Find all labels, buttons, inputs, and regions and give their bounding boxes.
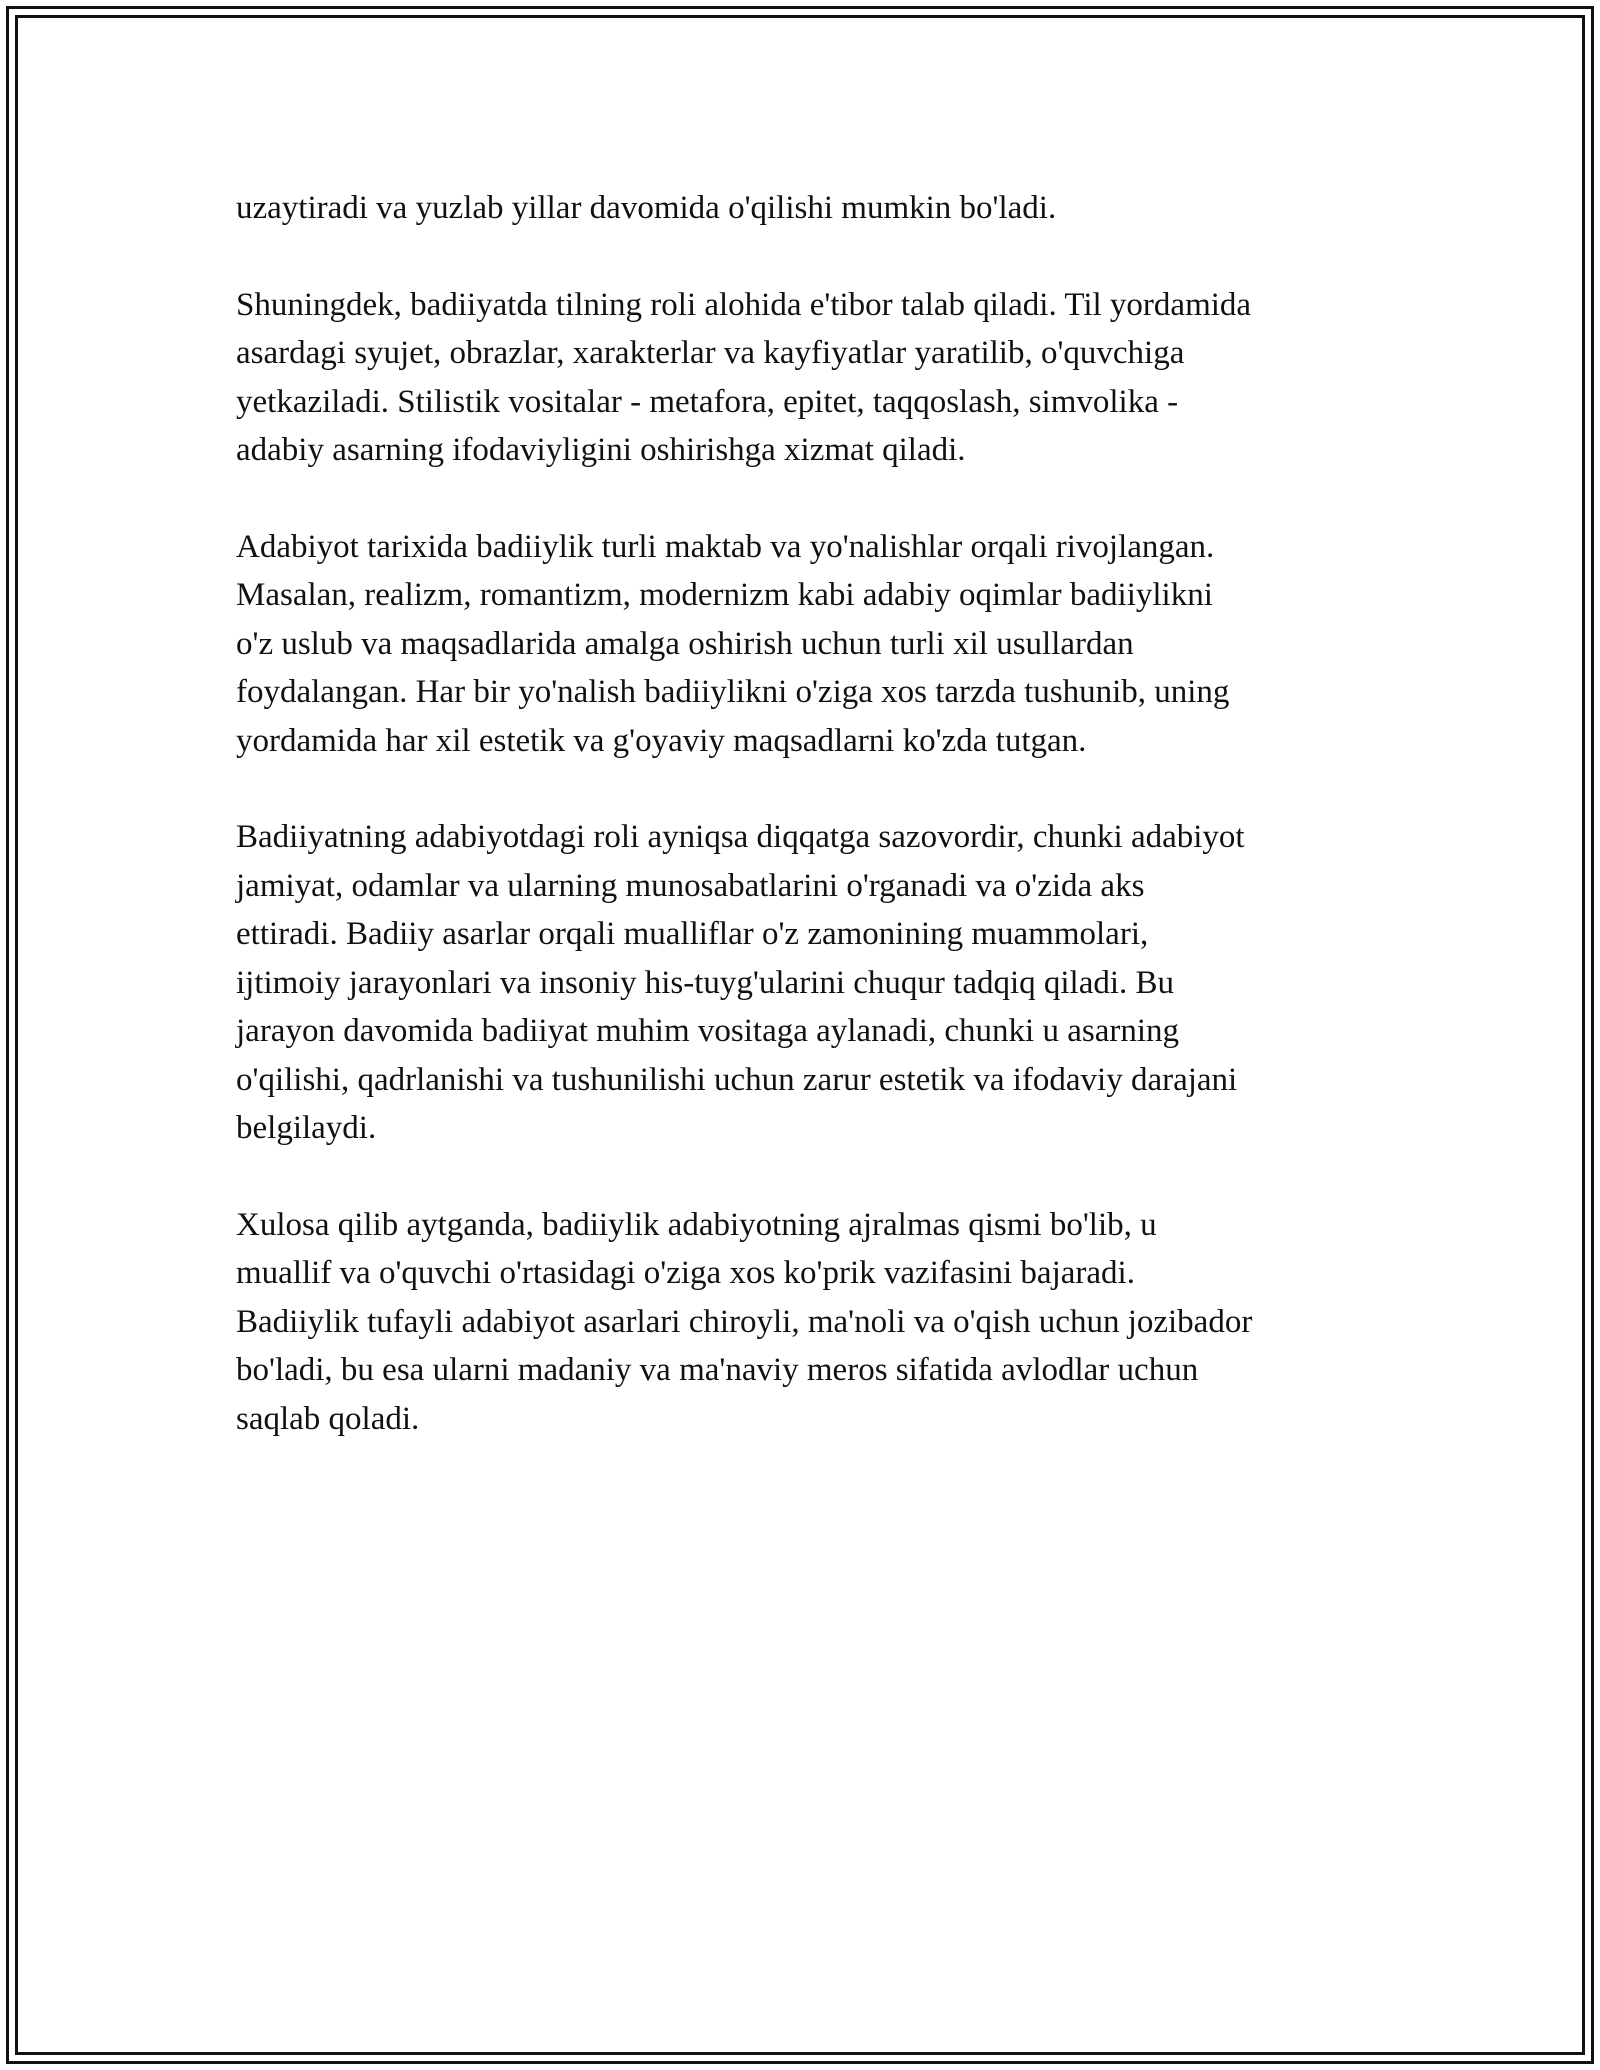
paragraph-continuation: uzaytiradi va yuzlab yillar davomida o'qilishi mumkin bo'ladi. <box>236 190 1057 226</box>
paragraph-language-role: Shuningdek, badiiyatda tilning roli alohida e'tibor talab qiladi. Til yordamida asardagi syujet, obrazlar, xarakterlar va kayfiyatlar yaratilib, o'quvchiga yetkaziladi. Stilistik vositalar - metafora, epitet, taqqoslash, simvolika - adabiy asarning ifodaviyligini oshirishga xizmat qiladi. <box>236 286 1252 468</box>
document-body <box>236 184 1376 1491</box>
paragraph-role-in-literature: Badiiyatning adabiyotdagi roli ayniqsa diqqatga sazovordir, chunki adabiyot jamiyat, odamlar va ularning munosabatlarini o'rganadi va o'zida aks ettiradi. Badiiy asarlar orqali mualliflar o'z zamonining muammolari, ijtimoiy jarayonlari va insoniy his-tuyg'ularini chuqur tadqiq qiladi. Bu jarayon davomida badiiyat muhim vositaga aylanadi, chunki u asarning o'qilishi, qadrlanishi va tushunilishi uchun zarur estetik va ifodaviy darajani belgilaydi. <box>236 819 1245 1146</box>
paragraph-literary-history: Adabiyot tarixida badiiylik turli maktab va yo'nalishlar orqali rivojlangan. Masalan, realizm, romantizm, modernizm kabi adabiy oqimlar badiiylikni o'z uslub va maqsadlarida amalga oshirish uchun turli xil usullardan foydalangan. Har bir yo'nalish badiiylikni o'ziga xos tarzda tushunib, uning yordamida har xil estetik va g'oyaviy maqsadlarni ko'zda tutgan. <box>236 528 1230 759</box>
paragraph-conclusion: Xulosa qilib aytganda, badiiylik adabiyotning ajralmas qismi bo'lib, u muallif va o'quvchi o'rtasidagi o'ziga xos ko'prik vazifasini bajaradi. Badiiylik tufayli adabiyot asarlari chiroyli, ma'noli va o'qish uchun jozibador bo'ladi, bu esa ularni madaniy va ma'naviy meros sifatida avlodlar uchun saqlab qoladi. <box>236 1206 1253 1437</box>
